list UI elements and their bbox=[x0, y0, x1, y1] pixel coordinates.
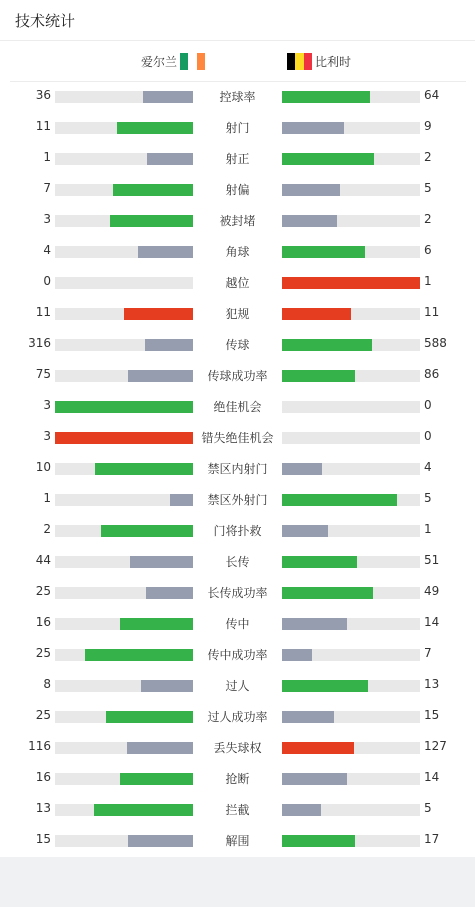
away-bar-track bbox=[282, 773, 420, 785]
away-bar bbox=[282, 804, 321, 816]
away-value: 127 bbox=[424, 739, 447, 753]
home-bar bbox=[170, 494, 193, 506]
away-bar bbox=[282, 463, 322, 475]
stat-row bbox=[0, 143, 475, 174]
away-bar-track bbox=[282, 277, 420, 289]
away-bar bbox=[282, 835, 355, 847]
stat-row bbox=[0, 453, 475, 484]
home-bar-track bbox=[55, 184, 193, 196]
away-value: 2 bbox=[424, 212, 432, 226]
away-value: 14 bbox=[424, 615, 440, 629]
home-value: 8 bbox=[43, 677, 51, 691]
home-value: 4 bbox=[43, 243, 51, 257]
stat-label: 禁区外射门 bbox=[207, 493, 268, 507]
stat-label: 越位 bbox=[225, 276, 250, 290]
away-bar-track bbox=[282, 184, 420, 196]
stat-label: 射门 bbox=[225, 121, 250, 135]
away-bar bbox=[282, 246, 365, 258]
home-bar bbox=[110, 215, 193, 227]
away-bar bbox=[282, 370, 355, 382]
stat-row bbox=[0, 391, 475, 422]
home-bar-track bbox=[55, 680, 193, 692]
home-value: 2 bbox=[43, 522, 51, 536]
home-bar-track bbox=[55, 494, 193, 506]
away-bar-track bbox=[282, 463, 420, 475]
stat-label: 犯规 bbox=[225, 307, 250, 321]
away-bar-track bbox=[282, 618, 420, 630]
home-bar-track bbox=[55, 649, 193, 661]
home-value: 3 bbox=[43, 429, 51, 443]
home-value: 75 bbox=[35, 367, 51, 381]
stat-row bbox=[0, 236, 475, 267]
away-bar bbox=[282, 153, 374, 165]
stat-label: 抢断 bbox=[225, 772, 250, 786]
home-bar bbox=[147, 153, 193, 165]
home-bar-track bbox=[55, 122, 193, 134]
home-value: 13 bbox=[35, 801, 51, 815]
home-value: 7 bbox=[43, 181, 51, 195]
stat-label: 传中 bbox=[225, 617, 250, 631]
away-bar bbox=[282, 556, 357, 568]
away-bar-track bbox=[282, 525, 420, 537]
stat-label: 射偏 bbox=[225, 183, 250, 197]
away-value: 1 bbox=[424, 522, 432, 536]
stat-label: 拦截 bbox=[225, 803, 250, 817]
stat-row bbox=[0, 484, 475, 515]
away-bar-track bbox=[282, 246, 420, 258]
home-bar bbox=[130, 556, 193, 568]
away-value: 0 bbox=[424, 398, 432, 412]
home-bar bbox=[120, 773, 193, 785]
away-value: 11 bbox=[424, 305, 440, 319]
stat-row bbox=[0, 732, 475, 763]
home-bar-track bbox=[55, 587, 193, 599]
away-value: 1 bbox=[424, 274, 432, 288]
home-bar bbox=[117, 122, 193, 134]
home-bar bbox=[141, 680, 193, 692]
home-value: 11 bbox=[35, 119, 51, 133]
home-value: 316 bbox=[28, 336, 51, 350]
stat-label: 长传 bbox=[225, 555, 250, 569]
home-bar-track bbox=[55, 153, 193, 165]
stat-row bbox=[0, 639, 475, 670]
home-value: 25 bbox=[35, 708, 51, 722]
away-value: 13 bbox=[424, 677, 440, 691]
stat-label: 角球 bbox=[225, 245, 250, 259]
away-value: 588 bbox=[424, 336, 447, 350]
home-value: 0 bbox=[43, 274, 51, 288]
home-value: 44 bbox=[35, 553, 51, 567]
home-bar bbox=[94, 804, 193, 816]
away-value: 15 bbox=[424, 708, 440, 722]
stat-label: 绝佳机会 bbox=[213, 400, 262, 414]
away-bar-track bbox=[282, 153, 420, 165]
away-bar bbox=[282, 711, 334, 723]
home-bar bbox=[95, 463, 193, 475]
away-value: 14 bbox=[424, 770, 440, 784]
stat-row bbox=[0, 205, 475, 236]
away-value: 9 bbox=[424, 119, 432, 133]
stat-label: 过人 bbox=[225, 679, 250, 693]
away-bar-track bbox=[282, 91, 420, 103]
home-value: 15 bbox=[35, 832, 51, 846]
home-bar-track bbox=[55, 463, 193, 475]
stat-label: 门将扑救 bbox=[213, 524, 262, 538]
stat-row bbox=[0, 825, 475, 856]
home-bar bbox=[143, 91, 193, 103]
stat-row bbox=[0, 298, 475, 329]
home-bar-track bbox=[55, 246, 193, 258]
away-value: 5 bbox=[424, 491, 432, 505]
away-bar bbox=[282, 618, 347, 630]
away-team-name: 比利时 bbox=[315, 55, 352, 69]
home-value: 3 bbox=[43, 212, 51, 226]
away-value: 5 bbox=[424, 801, 432, 815]
away-value: 2 bbox=[424, 150, 432, 164]
home-bar bbox=[124, 308, 193, 320]
away-bar bbox=[282, 494, 397, 506]
away-value: 6 bbox=[424, 243, 432, 257]
home-bar-track bbox=[55, 91, 193, 103]
stat-label: 长传成功率 bbox=[207, 586, 268, 600]
stat-label: 禁区内射门 bbox=[207, 462, 268, 476]
away-value: 5 bbox=[424, 181, 432, 195]
home-bar bbox=[106, 711, 193, 723]
stat-label: 被封堵 bbox=[219, 214, 256, 228]
home-value: 16 bbox=[35, 770, 51, 784]
home-value: 10 bbox=[35, 460, 51, 474]
away-bar bbox=[282, 773, 347, 785]
home-bar-track bbox=[55, 277, 193, 289]
home-bar-track bbox=[55, 804, 193, 816]
home-value: 3 bbox=[43, 398, 51, 412]
belgium-flag-icon bbox=[287, 53, 312, 70]
home-bar bbox=[85, 649, 193, 661]
home-value: 16 bbox=[35, 615, 51, 629]
away-bar bbox=[282, 184, 340, 196]
away-bar-track bbox=[282, 494, 420, 506]
away-bar bbox=[282, 525, 328, 537]
stat-row bbox=[0, 422, 475, 453]
home-bar bbox=[146, 587, 193, 599]
away-bar-track bbox=[282, 215, 420, 227]
away-team bbox=[287, 53, 351, 70]
away-bar-track bbox=[282, 711, 420, 723]
away-bar-track bbox=[282, 122, 420, 134]
away-bar-track bbox=[282, 556, 420, 568]
home-bar bbox=[128, 370, 193, 382]
home-bar-track bbox=[55, 215, 193, 227]
away-bar-track bbox=[282, 370, 420, 382]
away-bar bbox=[282, 587, 373, 599]
away-bar bbox=[282, 680, 368, 692]
away-bar bbox=[282, 122, 344, 134]
home-value: 1 bbox=[43, 491, 51, 505]
stat-label: 错失绝佳机会 bbox=[201, 431, 274, 445]
stat-label: 传中成功率 bbox=[207, 648, 268, 662]
home-bar-track bbox=[55, 556, 193, 568]
stat-row bbox=[0, 763, 475, 794]
home-bar-track bbox=[55, 618, 193, 630]
away-bar-track bbox=[282, 804, 420, 816]
away-bar-track bbox=[282, 649, 420, 661]
stat-row bbox=[0, 701, 475, 732]
away-bar-track bbox=[282, 401, 420, 413]
away-bar-track bbox=[282, 339, 420, 351]
home-bar-track bbox=[55, 432, 193, 444]
away-bar-track bbox=[282, 742, 420, 754]
stat-row bbox=[0, 608, 475, 639]
home-bar bbox=[127, 742, 193, 754]
stat-row bbox=[0, 670, 475, 701]
header bbox=[0, 0, 475, 41]
stat-row bbox=[0, 81, 475, 112]
home-team-name: 爱尔兰 bbox=[140, 55, 177, 69]
teams-header bbox=[10, 41, 466, 82]
home-value: 25 bbox=[35, 584, 51, 598]
stat-label: 解围 bbox=[225, 834, 250, 848]
home-value: 25 bbox=[35, 646, 51, 660]
page-title: 技术统计 bbox=[15, 12, 76, 30]
stat-row bbox=[0, 112, 475, 143]
away-value: 51 bbox=[424, 553, 440, 567]
away-bar bbox=[282, 215, 337, 227]
home-bar-track bbox=[55, 711, 193, 723]
away-value: 64 bbox=[424, 88, 440, 102]
home-bar bbox=[120, 618, 193, 630]
away-bar-track bbox=[282, 680, 420, 692]
home-bar-track bbox=[55, 742, 193, 754]
stat-label: 过人成功率 bbox=[207, 710, 268, 724]
stat-label: 传球成功率 bbox=[207, 369, 268, 383]
home-bar bbox=[113, 184, 193, 196]
stat-row bbox=[0, 577, 475, 608]
home-bar-track bbox=[55, 525, 193, 537]
home-value: 11 bbox=[35, 305, 51, 319]
stat-label: 控球率 bbox=[219, 90, 256, 104]
stat-row bbox=[0, 329, 475, 360]
stat-row bbox=[0, 515, 475, 546]
away-bar-track bbox=[282, 835, 420, 847]
away-bar-track bbox=[282, 432, 420, 444]
away-value: 7 bbox=[424, 646, 432, 660]
away-bar bbox=[282, 91, 370, 103]
home-bar-track bbox=[55, 370, 193, 382]
stat-row bbox=[0, 360, 475, 391]
away-bar bbox=[282, 649, 312, 661]
home-bar-track bbox=[55, 835, 193, 847]
away-value: 0 bbox=[424, 429, 432, 443]
away-bar bbox=[282, 339, 372, 351]
ireland-flag-icon bbox=[180, 53, 205, 70]
home-bar bbox=[101, 525, 193, 537]
home-bar-track bbox=[55, 773, 193, 785]
home-bar-track bbox=[55, 308, 193, 320]
home-value: 1 bbox=[43, 150, 51, 164]
home-bar bbox=[55, 432, 193, 444]
home-bar bbox=[138, 246, 193, 258]
home-bar-track bbox=[55, 339, 193, 351]
stat-row bbox=[0, 794, 475, 825]
stat-label: 传球 bbox=[225, 338, 250, 352]
away-value: 86 bbox=[424, 367, 440, 381]
away-bar bbox=[282, 277, 420, 289]
stat-row bbox=[0, 174, 475, 205]
home-bar-track bbox=[55, 401, 193, 413]
stat-row bbox=[0, 546, 475, 577]
home-bar bbox=[145, 339, 193, 351]
home-value: 116 bbox=[28, 739, 51, 753]
home-value: 36 bbox=[35, 88, 51, 102]
away-bar bbox=[282, 742, 354, 754]
away-value: 17 bbox=[424, 832, 440, 846]
away-value: 4 bbox=[424, 460, 432, 474]
away-bar bbox=[282, 308, 351, 320]
home-bar bbox=[55, 401, 193, 413]
away-bar-track bbox=[282, 308, 420, 320]
away-value: 49 bbox=[424, 584, 440, 598]
away-bar-track bbox=[282, 587, 420, 599]
stat-label: 丢失球权 bbox=[213, 741, 262, 755]
stat-row bbox=[0, 267, 475, 298]
stat-label: 射正 bbox=[225, 152, 250, 166]
home-team bbox=[141, 53, 205, 70]
home-bar bbox=[128, 835, 193, 847]
